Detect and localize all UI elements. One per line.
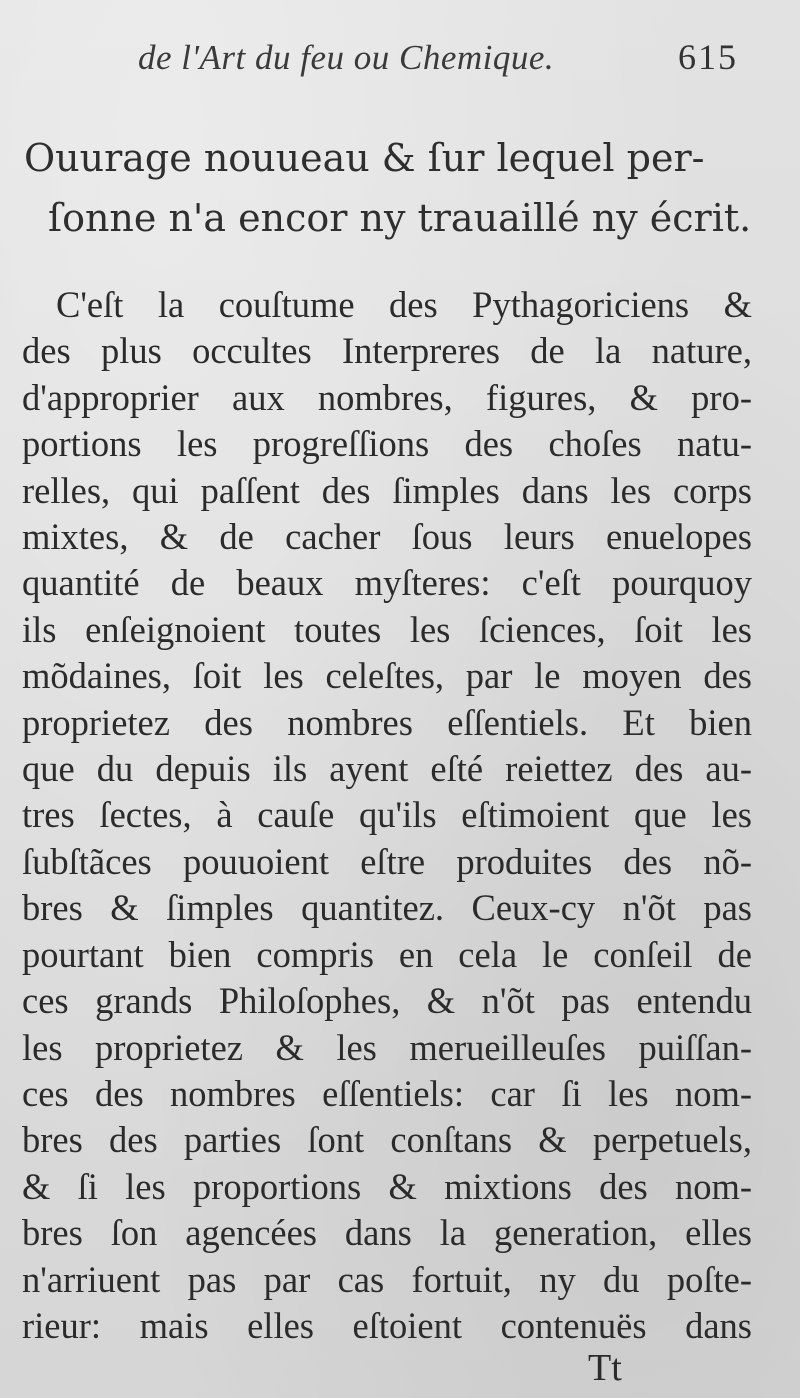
text-line: relles, qui paſſent des ſimples dans les corps bbox=[22, 469, 752, 511]
text-line: n'arriuent pas par cas fortuit, ny du poſte- bbox=[22, 1258, 752, 1300]
text-line: ils enſeignoient toutes les ſciences, ſoit les bbox=[22, 608, 752, 650]
text-line: pourtant bien compris en cela le conſeil de bbox=[22, 933, 752, 975]
text-line: proprietez des nombres eſſentiels. Et bien bbox=[22, 701, 752, 743]
body-paragraph bbox=[22, 282, 762, 1349]
text-line: des plus occultes Interpreres de la nature, bbox=[22, 330, 752, 372]
text-line: rieur: mais elles eſtoient contenuës dans bbox=[22, 1304, 752, 1346]
text-line: quantité de beaux myſteres: c'eſt pourquoy bbox=[22, 562, 752, 604]
heading-line: ſonne n'a encor ny trauaillé ny écrit. bbox=[48, 196, 752, 240]
text-line: bres des parties ſont conſtans & perpetuels, bbox=[22, 1119, 752, 1161]
running-title: de l'Art du feu ou Chemique. bbox=[138, 38, 555, 77]
text-line: bres & ſimples quantitez. Ceux-cy n'õt pas bbox=[22, 887, 752, 929]
text-line: bres ſon agencées dans la generation, elles bbox=[22, 1212, 752, 1254]
text-line: mixtes, & de cacher ſous leurs enuelopes bbox=[22, 516, 752, 558]
page-number: 615 bbox=[678, 37, 738, 77]
text-line: C'eſt la couſtume des Pythagoriciens & bbox=[56, 284, 752, 325]
text-line: portions les progreſſions des choſes natu- bbox=[22, 423, 752, 465]
text-line: & ſi les proportions & mixtions des nom- bbox=[22, 1165, 752, 1207]
running-head bbox=[0, 34, 800, 94]
text-line: ſubſtãces pouuoient eſtre produites des nõ- bbox=[22, 840, 752, 882]
heading-line: Ouurage nouueau & ſur lequel per- bbox=[24, 136, 705, 180]
text-line: d'approprier aux nombres, figures, & pro- bbox=[22, 376, 752, 418]
section-heading bbox=[24, 128, 752, 248]
text-line: ces grands Philoſophes, & n'õt pas entendu bbox=[22, 980, 752, 1022]
text-line: les proprietez & les merueilleuſes puiſſan- bbox=[22, 1026, 752, 1068]
text-line: que du depuis ils ayent eſté reiettez des au- bbox=[22, 748, 752, 790]
text-line: tres ſectes, à cauſe qu'ils eſtimoient que les bbox=[22, 794, 752, 836]
catchword: Tt bbox=[588, 1347, 622, 1389]
text-line: mõdaines, ſoit les celeſtes, par le moyen des bbox=[22, 655, 752, 697]
text-line: ces des nombres eſſentiels: car ſi les nom- bbox=[22, 1072, 752, 1114]
